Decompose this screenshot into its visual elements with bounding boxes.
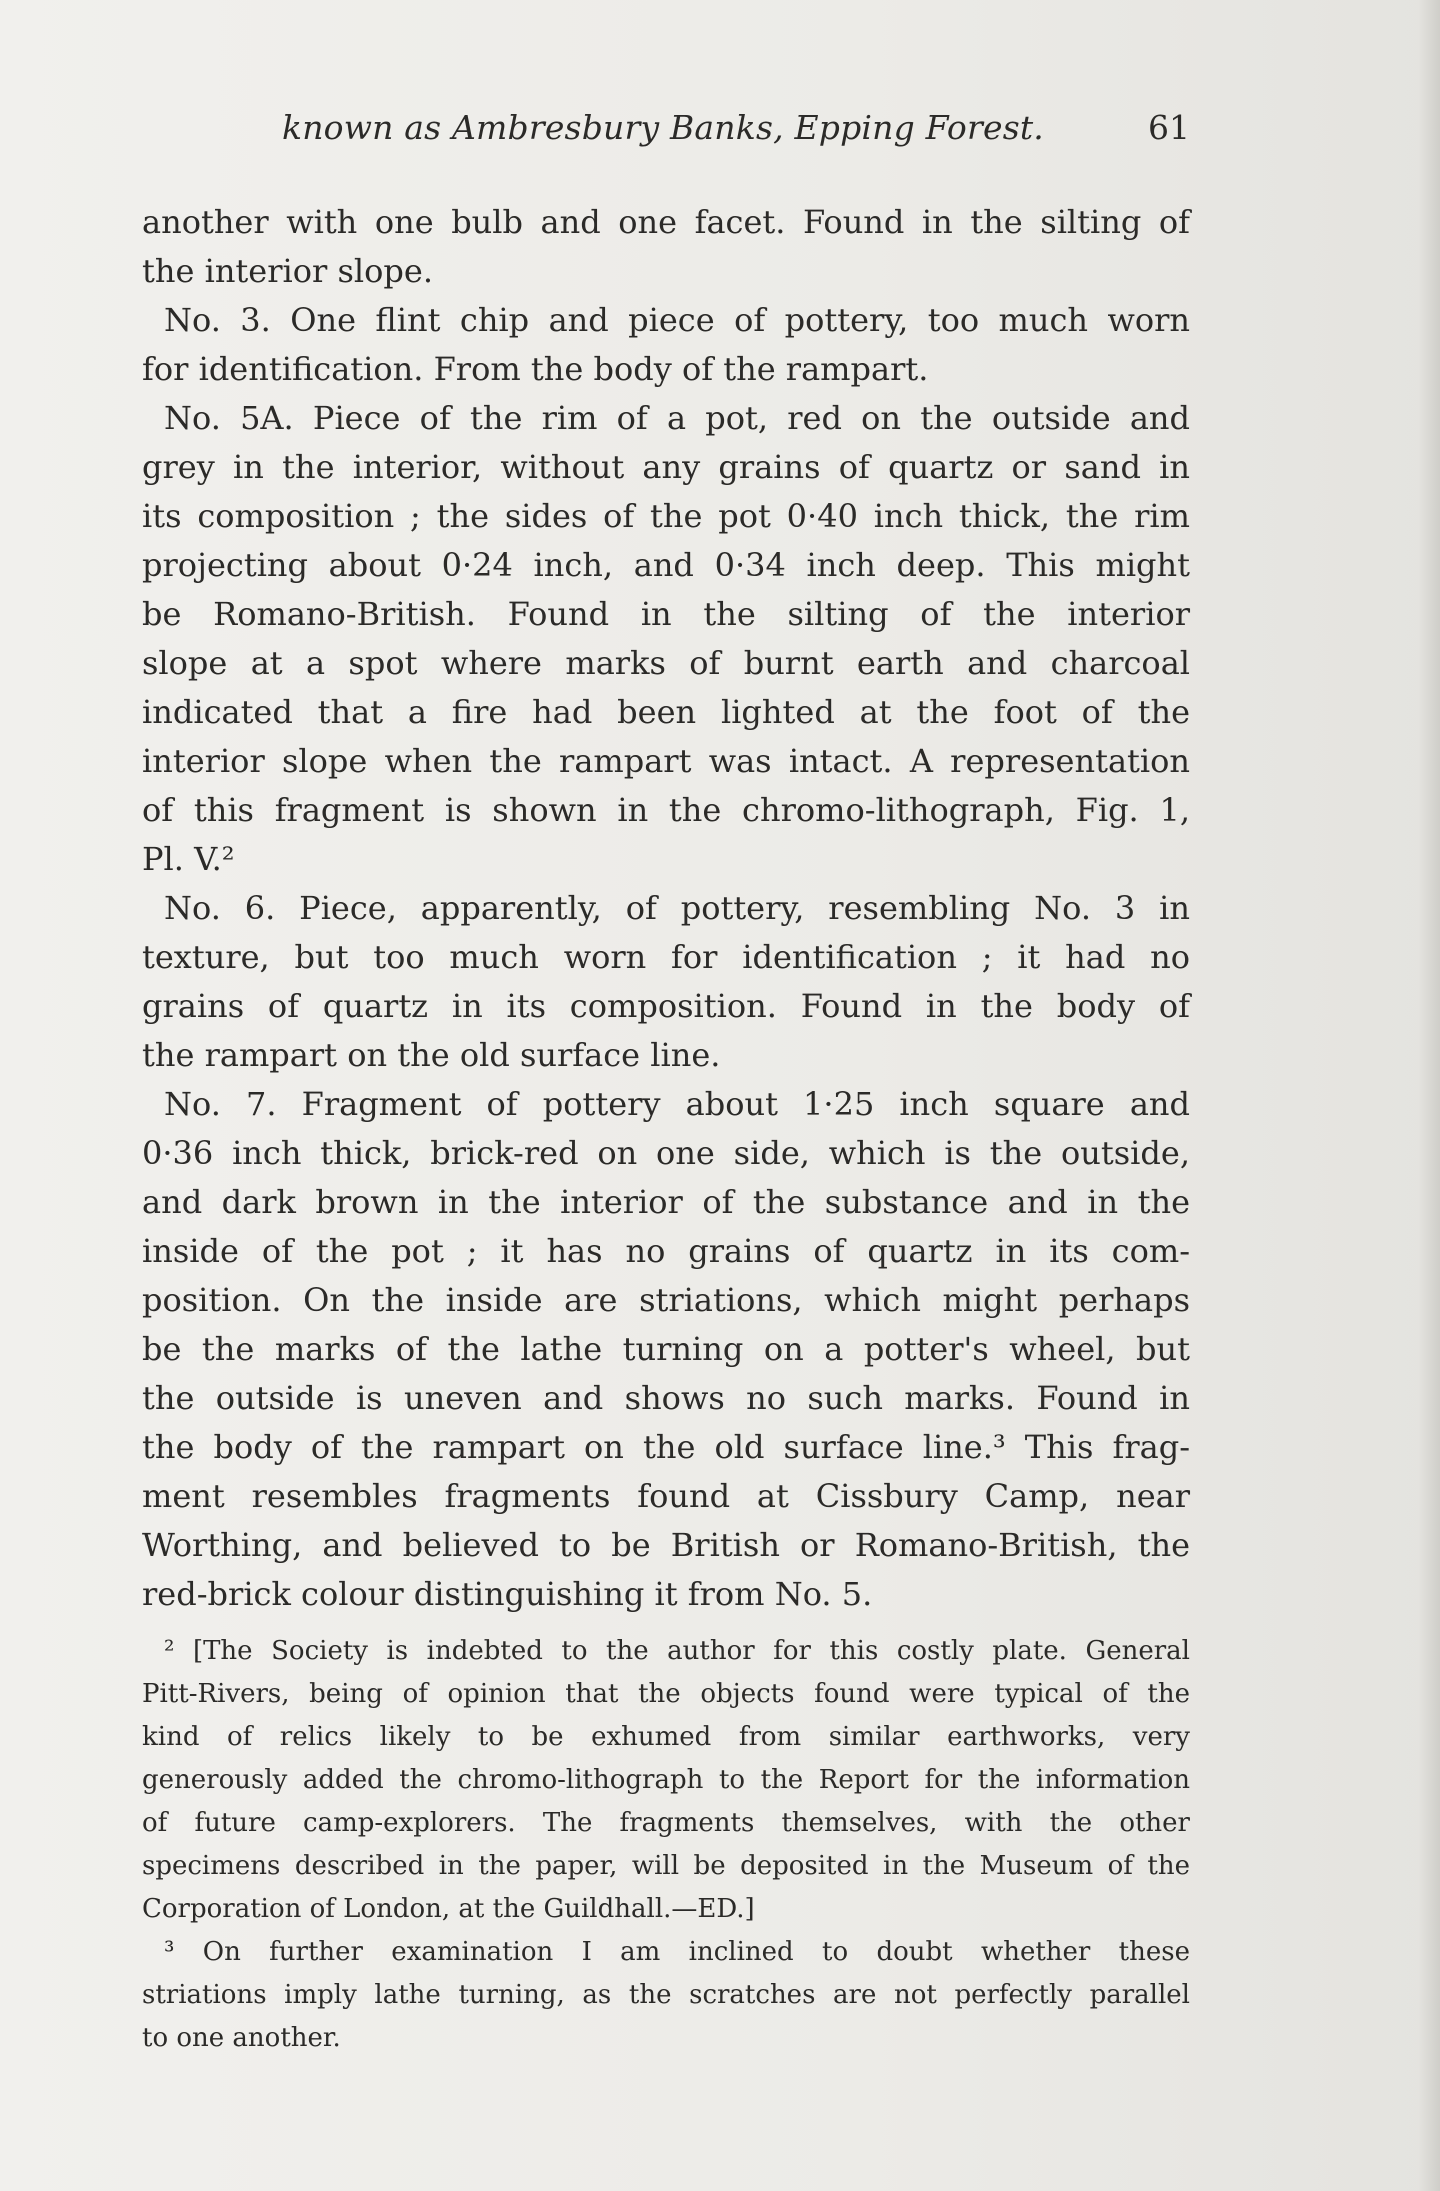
text-line: grey in the interior, without any grains of quartz or sand in bbox=[142, 448, 1190, 486]
text-line: slope at a spot where marks of burnt earth and charcoal bbox=[142, 644, 1190, 682]
text-line: the rampart on the old surface line. bbox=[142, 1036, 721, 1074]
footnote-line: ² [The Society is indebted to the author for this costly plate. General bbox=[164, 1636, 1190, 1666]
text-line: ment resembles fragments found at Cissbury Camp, near bbox=[142, 1477, 1190, 1515]
footnote-line: specimens described in the paper, will be deposited in the Museum of the bbox=[142, 1851, 1190, 1881]
text-line: of this fragment is shown in the chromo-lithograph, Fig. 1, bbox=[142, 791, 1190, 829]
text-line: interior slope when the rampart was intact. A representation bbox=[142, 742, 1190, 780]
text-line: grains of quartz in its composition. Found in the body of bbox=[142, 987, 1190, 1025]
text-line: be Romano-British. Found in the silting of the interior bbox=[142, 595, 1190, 633]
text-line: the body of the rampart on the old surface line.³ This frag- bbox=[142, 1428, 1190, 1466]
footnote-line: ³ On further examination I am inclined to doubt whether these bbox=[164, 1937, 1190, 1967]
text-line: the interior slope. bbox=[142, 252, 433, 290]
text-line: and dark brown in the interior of the substance and in the bbox=[142, 1183, 1190, 1221]
text-line: No. 7. Fragment of pottery about 1·25 inch square and bbox=[164, 1085, 1190, 1123]
page-number: 61 bbox=[1148, 108, 1190, 147]
text-line: No. 3. One flint chip and piece of pottery, too much worn bbox=[164, 301, 1190, 339]
text-line: position. On the inside are striations, which might perhaps bbox=[142, 1281, 1190, 1319]
footnote-line: of future camp-explorers. The fragments themselves, with the other bbox=[142, 1808, 1190, 1838]
body-text bbox=[142, 198, 1190, 1619]
page-edge-shadow bbox=[1418, 0, 1440, 2191]
footnote-line: generously added the chromo-lithograph to the Report for the information bbox=[142, 1765, 1190, 1795]
text-line: Pl. V.² bbox=[142, 840, 235, 878]
text-line: 0·36 inch thick, brick-red on one side, which is the outside, bbox=[142, 1134, 1190, 1172]
running-head: known as Ambresbury Banks, Epping Forest. bbox=[282, 108, 1044, 147]
footnote-line: kind of relics likely to be exhumed from similar earthworks, very bbox=[142, 1722, 1190, 1752]
footnote-line: Pitt-Rivers, being of opinion that the objects found were typical of the bbox=[142, 1679, 1190, 1709]
text-line: inside of the pot ; it has no grains of quartz in its com- bbox=[142, 1232, 1190, 1270]
text-line: indicated that a fire had been lighted at the foot of the bbox=[142, 693, 1190, 731]
footnotes bbox=[142, 1630, 1190, 2060]
text-line: texture, but too much worn for identification ; it had no bbox=[142, 938, 1190, 976]
text-line: the outside is uneven and shows no such marks. Found in bbox=[142, 1379, 1190, 1417]
text-line: No. 5A. Piece of the rim of a pot, red on the outside and bbox=[164, 399, 1190, 437]
text-line: No. 6. Piece, apparently, of pottery, resembling No. 3 in bbox=[164, 889, 1190, 927]
text-line: projecting about 0·24 inch, and 0·34 inch deep. This might bbox=[142, 546, 1190, 584]
footnote-line: Corporation of London, at the Guildhall.—ED.] bbox=[142, 1894, 755, 1924]
page-header bbox=[142, 108, 1190, 152]
text-line: its composition ; the sides of the pot 0·40 inch thick, the rim bbox=[142, 497, 1190, 535]
footnote-line: to one another. bbox=[142, 2023, 341, 2053]
text-line: for identification. From the body of the rampart. bbox=[142, 350, 929, 388]
text-line: another with one bulb and one facet. Found in the silting of bbox=[142, 203, 1190, 241]
footnote-line: striations imply lathe turning, as the scratches are not perfectly parallel bbox=[142, 1980, 1190, 2010]
text-line: Worthing, and believed to be British or Romano-British, the bbox=[142, 1526, 1190, 1564]
text-line: red-brick colour distinguishing it from No. 5. bbox=[142, 1575, 873, 1613]
text-line: be the marks of the lathe turning on a potter's wheel, but bbox=[142, 1330, 1190, 1368]
